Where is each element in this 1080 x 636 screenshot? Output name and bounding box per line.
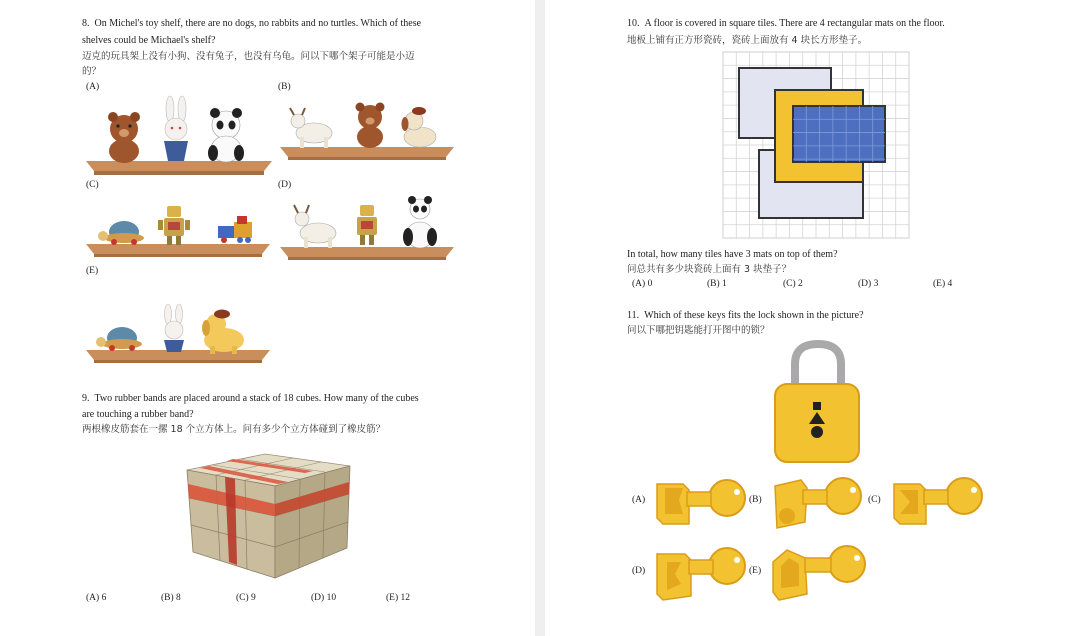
teddy-bear-icon	[108, 112, 140, 163]
train-icon	[218, 216, 252, 243]
left-page	[0, 0, 535, 636]
q8-option-a[interactable]: (A)	[86, 82, 100, 92]
shelf-a-image	[84, 95, 274, 180]
q9-line2: are touching a rubber band?	[82, 409, 194, 420]
q11-line1: 11. Which of these keys fits the lock shown in the picture?	[627, 310, 864, 321]
q10-answer-e[interactable]: (E) 4	[933, 279, 953, 289]
q10-zh2: 问总共有多少块瓷砖上面有 3 块垫子？	[627, 264, 792, 275]
cube-stack-image	[185, 450, 355, 580]
q8-line1: 8. On Michel's toy shelf, there are no dogs, no rabbits and no turtles. Which of these	[82, 18, 422, 29]
q11-option-d[interactable]: (D)	[632, 566, 646, 576]
panda-icon	[208, 108, 244, 162]
robot-icon	[158, 206, 190, 245]
tile-floor-diagram	[723, 52, 909, 238]
q10-answer-d[interactable]: (D) 3	[858, 279, 879, 289]
key-d-icon[interactable]	[655, 540, 755, 606]
q8-option-c[interactable]: (C)	[86, 180, 99, 190]
q8-option-e[interactable]: (E)	[86, 266, 99, 276]
robot-icon	[357, 205, 377, 245]
q9-line1: 9. Two rubber bands are placed around a stack of 18 cubes. How many of the cubes	[82, 393, 419, 404]
q9-zh: 两根橡皮筋套在一摞 18 个立方体上。问有多少个立方体碰到了橡皮筋？	[82, 424, 386, 435]
key-b-icon[interactable]	[771, 470, 871, 534]
goat-icon	[290, 108, 332, 148]
q8-zh1: 迈克的玩具架上没有小狗、没有兔子，也没有乌龟。问以下哪个架子可能是小迈	[82, 51, 415, 62]
q11-zh: 问以下哪把钥匙能打开图中的锁？	[627, 325, 770, 336]
q11-option-e[interactable]: (E)	[749, 566, 762, 576]
padlock-icon	[773, 340, 863, 465]
q8-option-d[interactable]: (D)	[278, 180, 292, 190]
q9-answer-a[interactable]: (A) 6	[86, 593, 107, 603]
rabbit-icon	[164, 96, 188, 161]
q10-zh1: 地板上铺有正方形瓷砖，瓷砖上面放有 4 块长方形垫子。	[627, 35, 868, 46]
q9-answer-d[interactable]: (D) 10	[311, 593, 337, 603]
teddy-bear-icon	[356, 103, 385, 149]
panda-icon	[403, 196, 437, 248]
q9-answer-e[interactable]: (E) 12	[386, 593, 411, 603]
goat-icon	[294, 205, 336, 248]
key-e-icon[interactable]	[771, 540, 871, 606]
q11-option-c[interactable]: (C)	[868, 495, 881, 505]
q8-option-b[interactable]: (B)	[278, 82, 291, 92]
shelf-d-image	[278, 195, 458, 265]
q8-zh2: 的？	[82, 66, 102, 77]
q9-answer-c[interactable]: (C) 9	[236, 593, 256, 603]
q10-answer-b[interactable]: (B) 1	[707, 279, 727, 289]
shelf-c-image	[84, 198, 274, 263]
rabbit-icon	[164, 304, 184, 352]
key-c-icon[interactable]	[890, 470, 990, 534]
q9-answer-b[interactable]: (B) 8	[161, 593, 181, 603]
turtle-icon	[98, 221, 144, 245]
q10-answer-a[interactable]: (A) 0	[632, 279, 653, 289]
q10-line2: In total, how many tiles have 3 mats on top of them?	[627, 249, 838, 260]
dog-icon	[202, 310, 244, 355]
q11-option-a[interactable]: (A)	[632, 495, 646, 505]
turtle-icon	[96, 327, 142, 351]
key-a-icon[interactable]	[655, 470, 755, 534]
q10-line1: 10. A floor is covered in square tiles. There are 4 rectangular mats on the floor.	[627, 18, 945, 29]
shelf-e-image	[84, 300, 274, 368]
shelf-b-image	[278, 95, 458, 165]
q11-option-b[interactable]: (B)	[749, 495, 762, 505]
q8-line2: shelves could be Michael's shelf?	[82, 35, 216, 46]
dog-icon	[402, 107, 437, 147]
q10-answer-c[interactable]: (C) 2	[783, 279, 803, 289]
right-page	[545, 0, 1080, 636]
